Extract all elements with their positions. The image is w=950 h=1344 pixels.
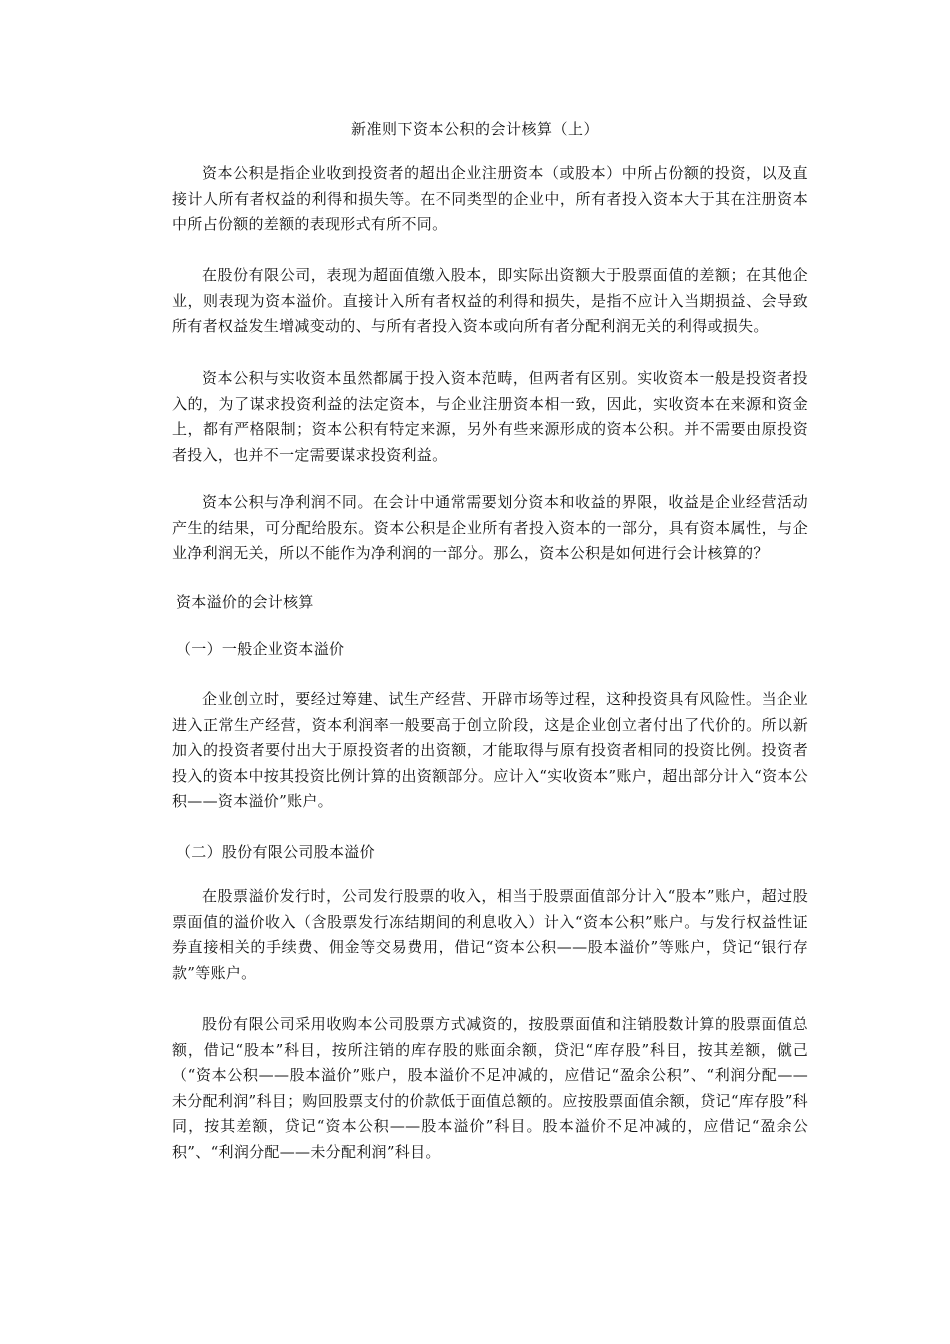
paragraph-vs-paid-in-capital: 资本公积与实收资本虽然都属于投入资本范畴，但两者有区别。实收资本一般是投资者投入的，为了谋求投资利益的法定资本，与企业注册资本相一致，因此，实收资本在来源和资金上，都有严格限制；资本公积有特定来源，另外有些来源形成的资本公积。并不需要由原投资者投入，也并不一定需要谋求投资利益。	[172, 369, 808, 464]
paragraph-share-premium-issue: 在股票溢价发行时，公司发行股票的收入，相当于股票面值部分计入“股本”账户，超过股票面值的溢价收入（含股票发行冻结期间的利息收入）计入“资本公积”账户。与发行权益性证券直接相关的手续费、佣金等交易费用，借记“资本公积——股本溢价”等账户，贷记“银行存款”等账户。	[172, 887, 808, 982]
subheading-general-enterprise: （一）一般企业资本溢价	[176, 640, 345, 658]
paragraph-vs-net-profit: 资本公积与净利润不同。在会计中通常需要划分资本和收益的界限，收益是企业经营活动产生的结果，可分配给股东。资本公积是企业所有者投入资本的一部分，具有资本属性，与企业净利润无关，所以不能作为净利润的一部分。那么，资本公积是如何进行会计核算的？	[172, 493, 808, 563]
document-title: 新准则下资本公积的会计核算（上）	[350, 120, 599, 138]
paragraph-general-enterprise: 企业创立时，要经过筹建、试生产经营、开辟市场等过程，这种投资具有风险性。当企业进入正常生产经营，资本利润率一般要高于创立阶段，这是企业创立者付出了代价的。所以新加入的投资者要付出大于原投资者的出资额，才能取得与原有投资者相同的投资比例。投资者投入的资本中按其投资比例计算的出资额部分。应计入“实收资本”账户，超出部分计入“资本公积——资本溢价”账户。	[172, 690, 808, 811]
paragraph-definition: 资本公积是指企业收到投资者的超出企业注册资本（或股本）中所占份额的投资，以及直接计人所有者权益的利得和损失等。在不同类型的企业中，所有者投入资本大于其在注册资本中所占份额的差额的表现形式有所不同。	[172, 164, 808, 234]
paragraph-forms: 在股份有限公司，表现为超面值缴入股本，即实际出资额大于股票面值的差额；在其他企业，则表现为资本溢价。直接计入所有者权益的利得和损失，是指不应计入当期损益、会导致所有者权益发生增减变动的、与所有者投入资本或向所有者分配利润无关的利得或损失。	[172, 266, 808, 336]
paragraph-share-buyback: 股份有限公司采用收购本公司股票方式减资的，按股票面值和注销股数计算的股票面值总额，借记“股本”科目，按所注销的库存股的账面余额，贷汜“库存股”科目，按其差额，僦己（“资本公积——股本溢价”账户，股本溢价不足冲减的，应借记“盈余公积”、“利润分配——未分配利润”科目；购回股票支付的价款低于面值总额的。应按股票面值余额，贷记“库存股”科同，按其差额，贷记“资本公积——股本溢价”科目。股本溢价不足冲减的，应借记“盈余公积”、“利润分配——未分配利润”科目。	[172, 1015, 808, 1161]
subheading-joint-stock: （二）股份有限公司股本溢价	[176, 843, 375, 861]
section-heading: 资本溢价的会计核算	[176, 593, 314, 611]
